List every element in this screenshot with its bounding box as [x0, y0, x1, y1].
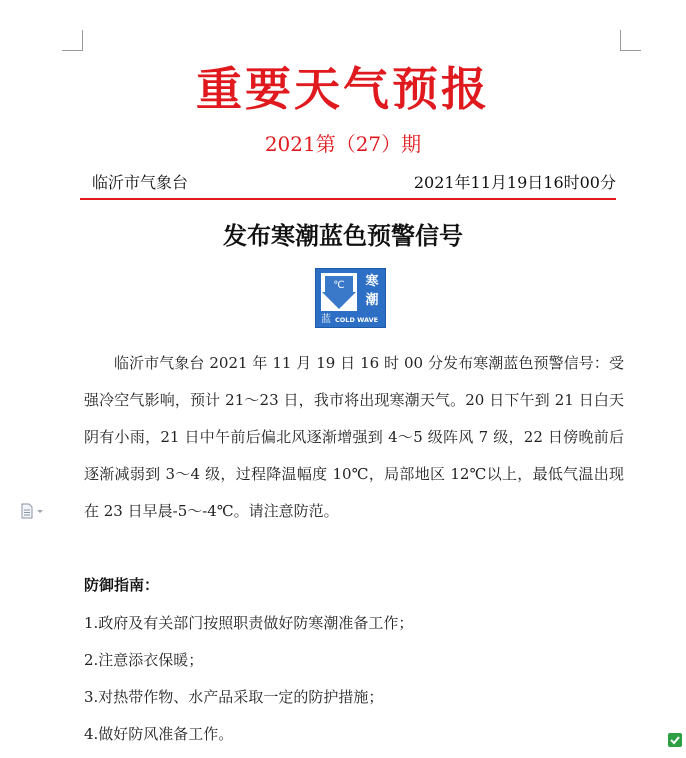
issue-datetime: 2021年11月19日16时00分 [413, 173, 616, 192]
defense-guide-list [84, 610, 413, 758]
guide-item: 2.注意添衣保暖； [84, 651, 204, 669]
header-divider [80, 198, 616, 200]
masthead-title: 重要天气预报 [196, 62, 490, 116]
thermometer-down-arrow-icon [321, 273, 357, 311]
page-corner-mark-top-left [62, 30, 83, 51]
issuer-name: 临沂市气象台 [92, 173, 189, 192]
warning-headline: 发布寒潮蓝色预警信号 [223, 221, 463, 250]
warning-type-line-1: 寒 [365, 274, 379, 289]
check-icon [668, 732, 682, 746]
warning-body-paragraph: 临沂市气象台 2021 年 11 月 19 日 16 时 00 分发布寒潮蓝色预警信号：受强冷空气影响，预计 21～23 日，我市将出现寒潮天气。20 日下午到 21 日白天阴有小雨，21 日中午前后偏北风逐渐增强到 4～5 级阵风 7 级，22 日傍晚前后逐渐减弱到 3～4 级，过程降温幅度 10℃，局部地区 12℃以上，最低气温出现在 23 日早晨-5～-4℃。请注意防范。 [84, 354, 624, 520]
degree-celsius-label: ℃ [333, 280, 345, 291]
guide-item: 4.做好防风准备工作。 [84, 725, 234, 743]
cold-wave-blue-warning-sign [315, 268, 386, 328]
issue-number: 2021第（27）期 [264, 132, 422, 156]
page-corner-mark-top-right [620, 30, 641, 51]
document-icon[interactable] [20, 503, 50, 519]
warning-type [361, 272, 383, 310]
defense-guide-title: 防御指南： [84, 576, 160, 594]
warning-type-line-2: 潮 [365, 293, 379, 308]
guide-item: 1.政府及有关部门按照职责做好防寒潮准备工作； [84, 614, 414, 632]
warning-english-label: COLD WAVE [335, 316, 379, 324]
issuer-row [88, 170, 616, 196]
warning-level: 蓝 [321, 314, 331, 325]
guide-item: 3.对热带作物、水产品采取一定的防护措施； [84, 688, 384, 706]
